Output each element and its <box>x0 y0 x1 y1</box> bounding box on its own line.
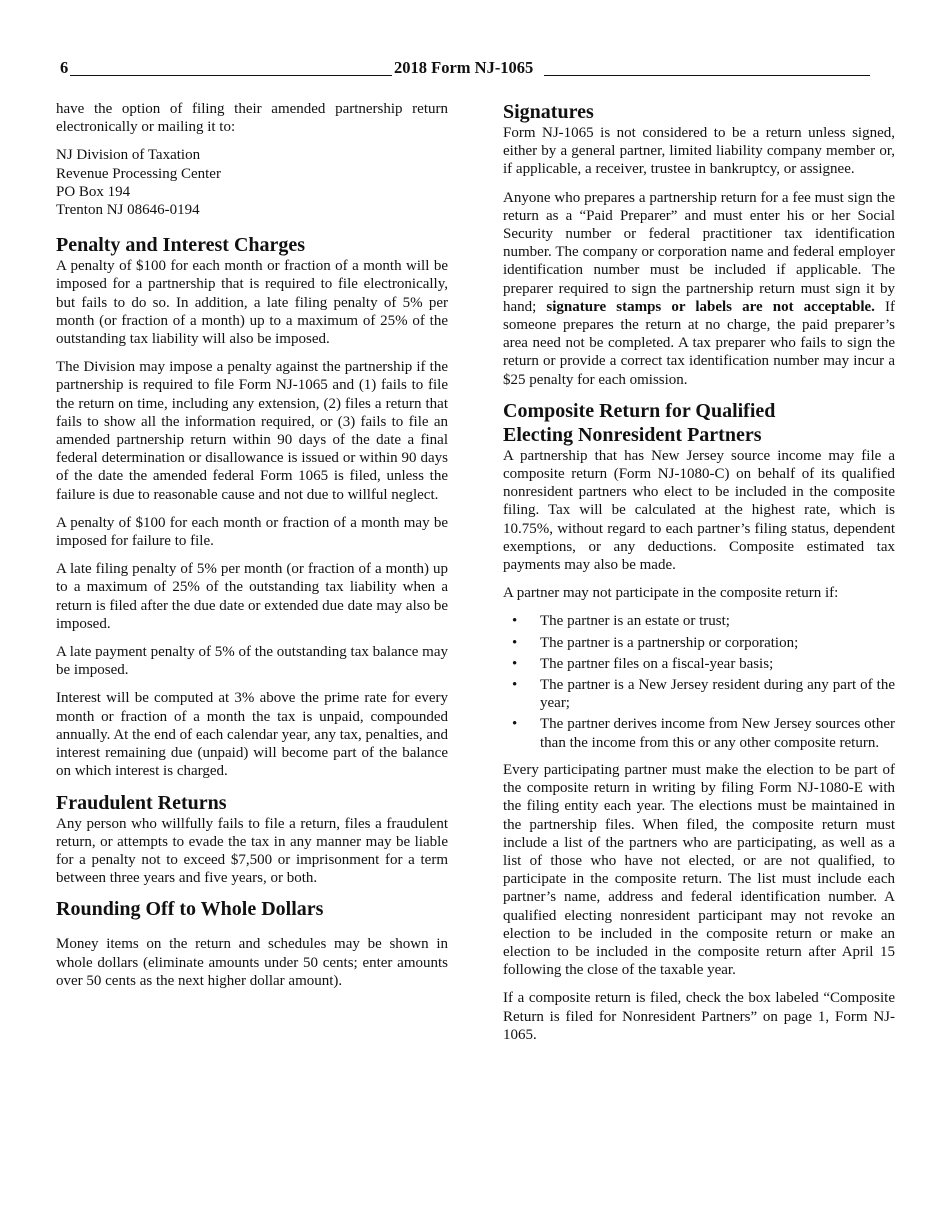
left-column <box>56 100 448 1000</box>
bullet-icon: • <box>512 613 518 630</box>
list-item-text: The partner is a partnership or corporation; <box>540 634 799 651</box>
page-header <box>58 58 870 82</box>
paid-preparer-paragraph <box>503 189 895 389</box>
fraud-paragraph: Any person who willfully fails to file a return, files a fraudulent return, or attempts to evade the tax in any manner may be liable for a penalty not to exceed $7,500 or imprisonment for a term between three years and five years, or both. <box>56 815 448 887</box>
right-column <box>503 100 895 1054</box>
composite-eligibility-intro: A partner may not participate in the composite return if: <box>503 585 839 602</box>
form-title: 2018 Form NJ-1065 <box>394 58 534 77</box>
composite-heading-line2: Electing Nonresident Partners <box>503 423 762 446</box>
ineligible-partner-list <box>503 612 895 751</box>
list-item <box>503 676 895 712</box>
list-item-text: The partner files on a fiscal-year basis; <box>540 655 774 672</box>
composite-heading <box>503 399 895 447</box>
address-line: NJ Division of Taxation <box>56 147 201 164</box>
penalty-paragraph: A late payment penalty of 5% of the outstanding tax balance may be imposed. <box>56 644 448 679</box>
signatures-heading: Signatures <box>503 101 594 123</box>
page-number: 6 <box>60 58 69 77</box>
bullet-icon: • <box>512 655 518 672</box>
signature-stamps-warning: signature stamps or labels are not acceptable. <box>546 298 875 315</box>
penalty-heading: Penalty and Interest Charges <box>56 234 306 257</box>
composite-heading-line1: Composite Return for Qualified <box>503 399 776 422</box>
amended-return-intro: have the option of filing their amended partnership return electronically or mailing it to: <box>56 101 448 136</box>
address-line: PO Box 194 <box>56 183 131 200</box>
rounding-paragraph: Money items on the return and schedules may be shown in whole dollars (eliminate amounts under 50 cents; enter amounts over 50 cents as the next higher dollar amount). <box>56 936 448 989</box>
list-item-text: The partner derives income from New Jersey sources other than the income from this or any other composite return. <box>540 716 895 751</box>
penalty-paragraph: A late filing penalty of 5% per month (or fraction of a month) up to a maximum of 25% of the outstanding tax liability when a return is filed after the due date or extended due date may also be imposed. <box>56 561 448 632</box>
list-item <box>503 655 895 673</box>
bullet-icon: • <box>512 677 518 694</box>
composite-paragraph: A partnership that has New Jersey source income may file a composite return (Form NJ-1080-C) on behalf of its qualified nonresident partners who elect to be included in the composite filing. Tax will be calculated at the highest rate, which is 10.75%, without regard to each partner’s filing status, dependent exemptions, or any deductions. Composite estimated tax payments may also be made. <box>503 447 895 574</box>
header-rule-right <box>544 75 870 76</box>
list-item-text: The partner is an estate or trust; <box>540 613 730 630</box>
penalty-paragraph: A penalty of $100 for each month or fraction of a month will be imposed for a partnership that is required to file electronically, but fails to do so. In addition, a late filing penalty of 5% per month (or fraction of a month) up to a maximum of 25% of the outstanding tax liability will also be imposed. <box>56 258 448 348</box>
list-item <box>503 634 895 652</box>
paid-preparer-text-cont: If someone prepares the return at no charge, the paid preparer’s area need not be completed. A tax preparer who fails to sign the return or provide a correct tax identification number may incur a $25 penalty for each omission. <box>503 298 895 388</box>
header-rule-left <box>70 75 392 76</box>
penalty-paragraph: A penalty of $100 for each month or fraction of a month may be imposed for failure to file. <box>56 514 448 550</box>
bullet-icon: • <box>512 634 518 651</box>
fraud-heading: Fraudulent Returns <box>56 791 227 814</box>
mailing-address <box>56 146 448 219</box>
list-item <box>503 612 895 630</box>
signatures-paragraph: Form NJ-1065 is not considered to be a return unless signed, either by a general partner, limited liability company member or, if applicable, a receiver, trustee in bankruptcy, or assignee. <box>503 125 895 178</box>
rounding-heading: Rounding Off to Whole Dollars <box>56 898 324 921</box>
list-item <box>503 715 895 751</box>
address-line: Revenue Processing Center <box>56 165 221 182</box>
paid-preparer-text: Anyone who prepares a partnership return for a fee must sign the return as a “Paid Preparer” and must enter his or her Social Security number or federal practitioner tax identification number. The company or corporation name and federal employer identification number must be included if applicable. The preparer required to sign the partnership return must sign it by hand; <box>503 189 895 315</box>
address-line: Trenton NJ 08646-0194 <box>56 202 200 219</box>
penalty-paragraph: The Division may impose a penalty against the partnership if the partnership is required to file Form NJ-1065 and (1) fails to file the return on time, including any extension, (2) files a return that fails to show all the information required, or (3) fails to file an amended partnership return within 90 days of the date a final federal determination or disallowance is issued or within 90 days of the date the amended federal Form 1065 is filed, unless the failure is due to reasonable cause and not due to willful neglect. <box>56 359 448 503</box>
bullet-icon: • <box>512 716 518 733</box>
interest-paragraph: Interest will be computed at 3% above the prime rate for every month or fraction of a month the tax is unpaid, compounded annually. At the end of each calendar year, any tax, penalties, and interest remaining due (unpaid) will become part of the balance on which interest is charged. <box>56 690 449 780</box>
composite-checkbox-paragraph: If a composite return is filed, check the box labeled “Composite Return is filed for Nonresident Partners” on page 1, Form NJ-1065. <box>503 990 895 1043</box>
election-paragraph: Every participating partner must make the election to be part of the composite return in writing by filing Form NJ-1080-E with the filing entity each year. The elections must be maintained in the partnership files. When filed, the composite return must include a list of the partners who are participating, as well as a list of those who have not elected, or are not qualified, to participate in the composite return. The list must include each partner’s name, address and federal identification number. A qualified electing nonresident participant may not revoke an election to be included in the composite return or make an election to be included in the composite return after April 15 following the close of the taxable year. <box>503 761 895 979</box>
list-item-text: The partner is a New Jersey resident during any part of the year; <box>540 677 895 712</box>
